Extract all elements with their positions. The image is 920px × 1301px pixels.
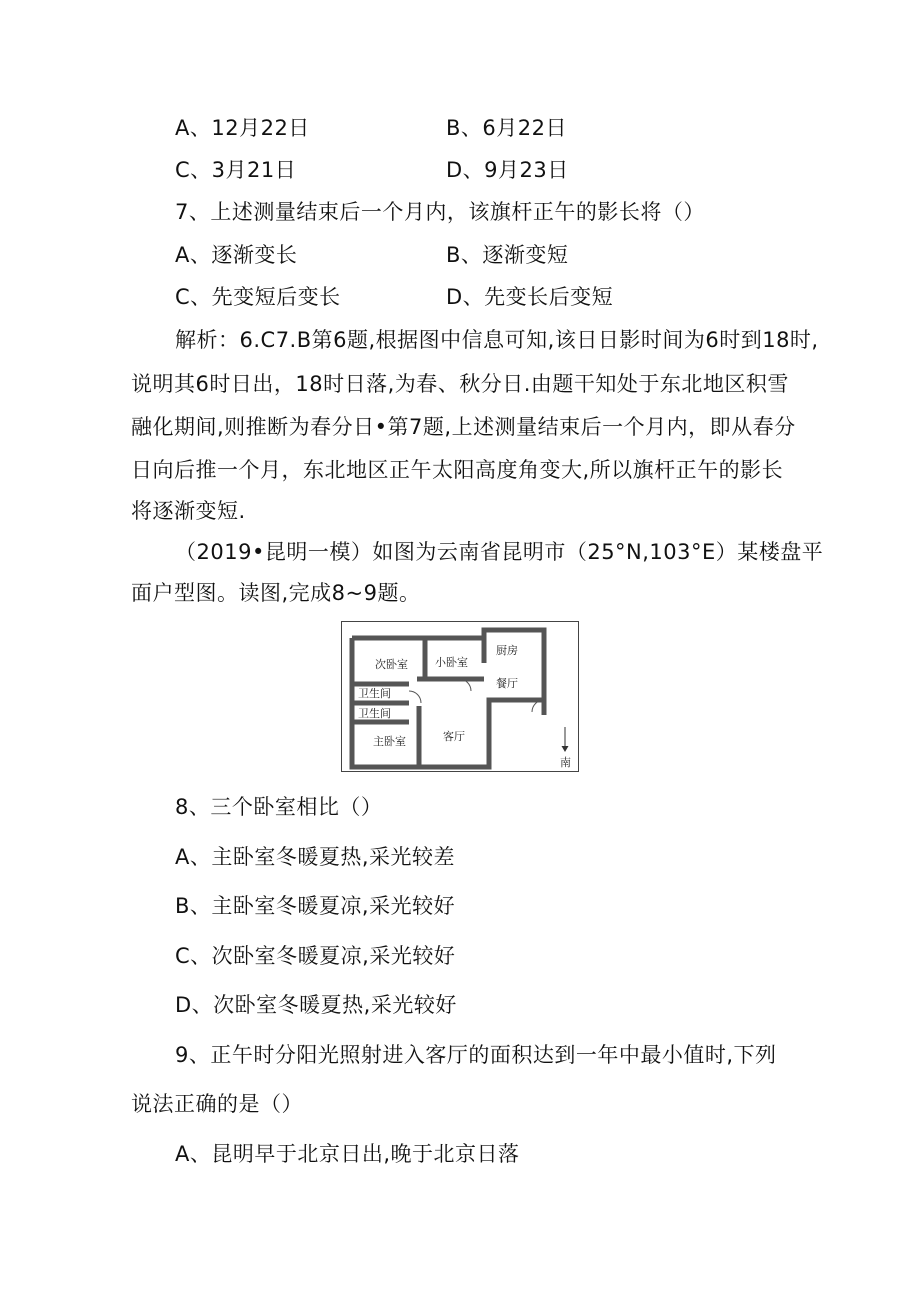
q8-stem: 8、三个卧室相比（） [175,795,383,819]
q7-option-b: B、逐渐变短 [446,243,569,267]
q7-option-d: D、先变长后变短 [446,285,614,309]
q7-option-a: A、逐渐变长 [175,243,298,267]
room-kitchen: 厨房 [496,644,518,657]
south-label: 南 [560,756,571,769]
room-second-bedroom: 次卧室 [375,658,408,671]
q8-option-a: A、主卧室冬暖夏热,采光较差 [175,845,456,869]
analysis-line-2: 说明其6时日出，18时日落,为春、秋分日.由题干知处于东北地区积雪 [131,372,789,396]
q6-option-b: B、6月22日 [446,116,567,140]
room-dining: 餐厅 [496,677,518,690]
q7-option-c: C、先变短后变长 [175,285,341,309]
analysis-line-3: 融化期间,则推断为春分日•第7题,上述测量结束后一个月内，即从春分 [131,415,796,439]
q9-stem-line-2: 说法正确的是（） [131,1092,303,1116]
room-bathroom-2: 卫生间 [358,707,391,720]
room-bathroom-1: 卫生间 [358,687,391,700]
q7-stem: 7、上述测量结束后一个月内，该旗杆正午的影长将（） [175,200,705,224]
floor-plan-figure [341,621,579,772]
analysis-line-4: 日向后推一个月，东北地区正午太阳高度角变大,所以旗杆正午的影长 [131,458,784,482]
intro-line-1: （2019•昆明一模）如图为云南省昆明市（25°N,103°E）某楼盘平 [175,540,824,564]
q6-option-a: A、12月22日 [175,116,310,140]
room-master-bedroom: 主卧室 [373,735,406,748]
room-living-room: 客厅 [443,730,465,743]
q8-option-d: D、次卧室冬暖夏热,采光较好 [175,993,457,1017]
intro-line-2: 面户型图。读图,完成8~9题。 [131,581,421,605]
q8-option-b: B、主卧室冬暖夏凉,采光较好 [175,894,456,918]
q6-option-d: D、9月23日 [446,158,569,182]
analysis-line-1: 解析：6.C7.B第6题,根据图中信息可知,该日日影时间为6时到18时, [175,328,819,352]
q8-option-c: C、次卧室冬暖夏凉,采光较好 [175,944,456,968]
q9-option-a: A、昆明早于北京日出,晚于北京日落 [175,1142,520,1166]
q6-option-c: C、3月21日 [175,158,297,182]
q9-stem-line-1: 9、正午时分阳光照射进入客厅的面积达到一年中最小值时,下列 [175,1043,777,1067]
analysis-line-5: 将逐渐变短. [131,499,246,523]
room-small-bedroom: 小卧室 [435,656,468,669]
